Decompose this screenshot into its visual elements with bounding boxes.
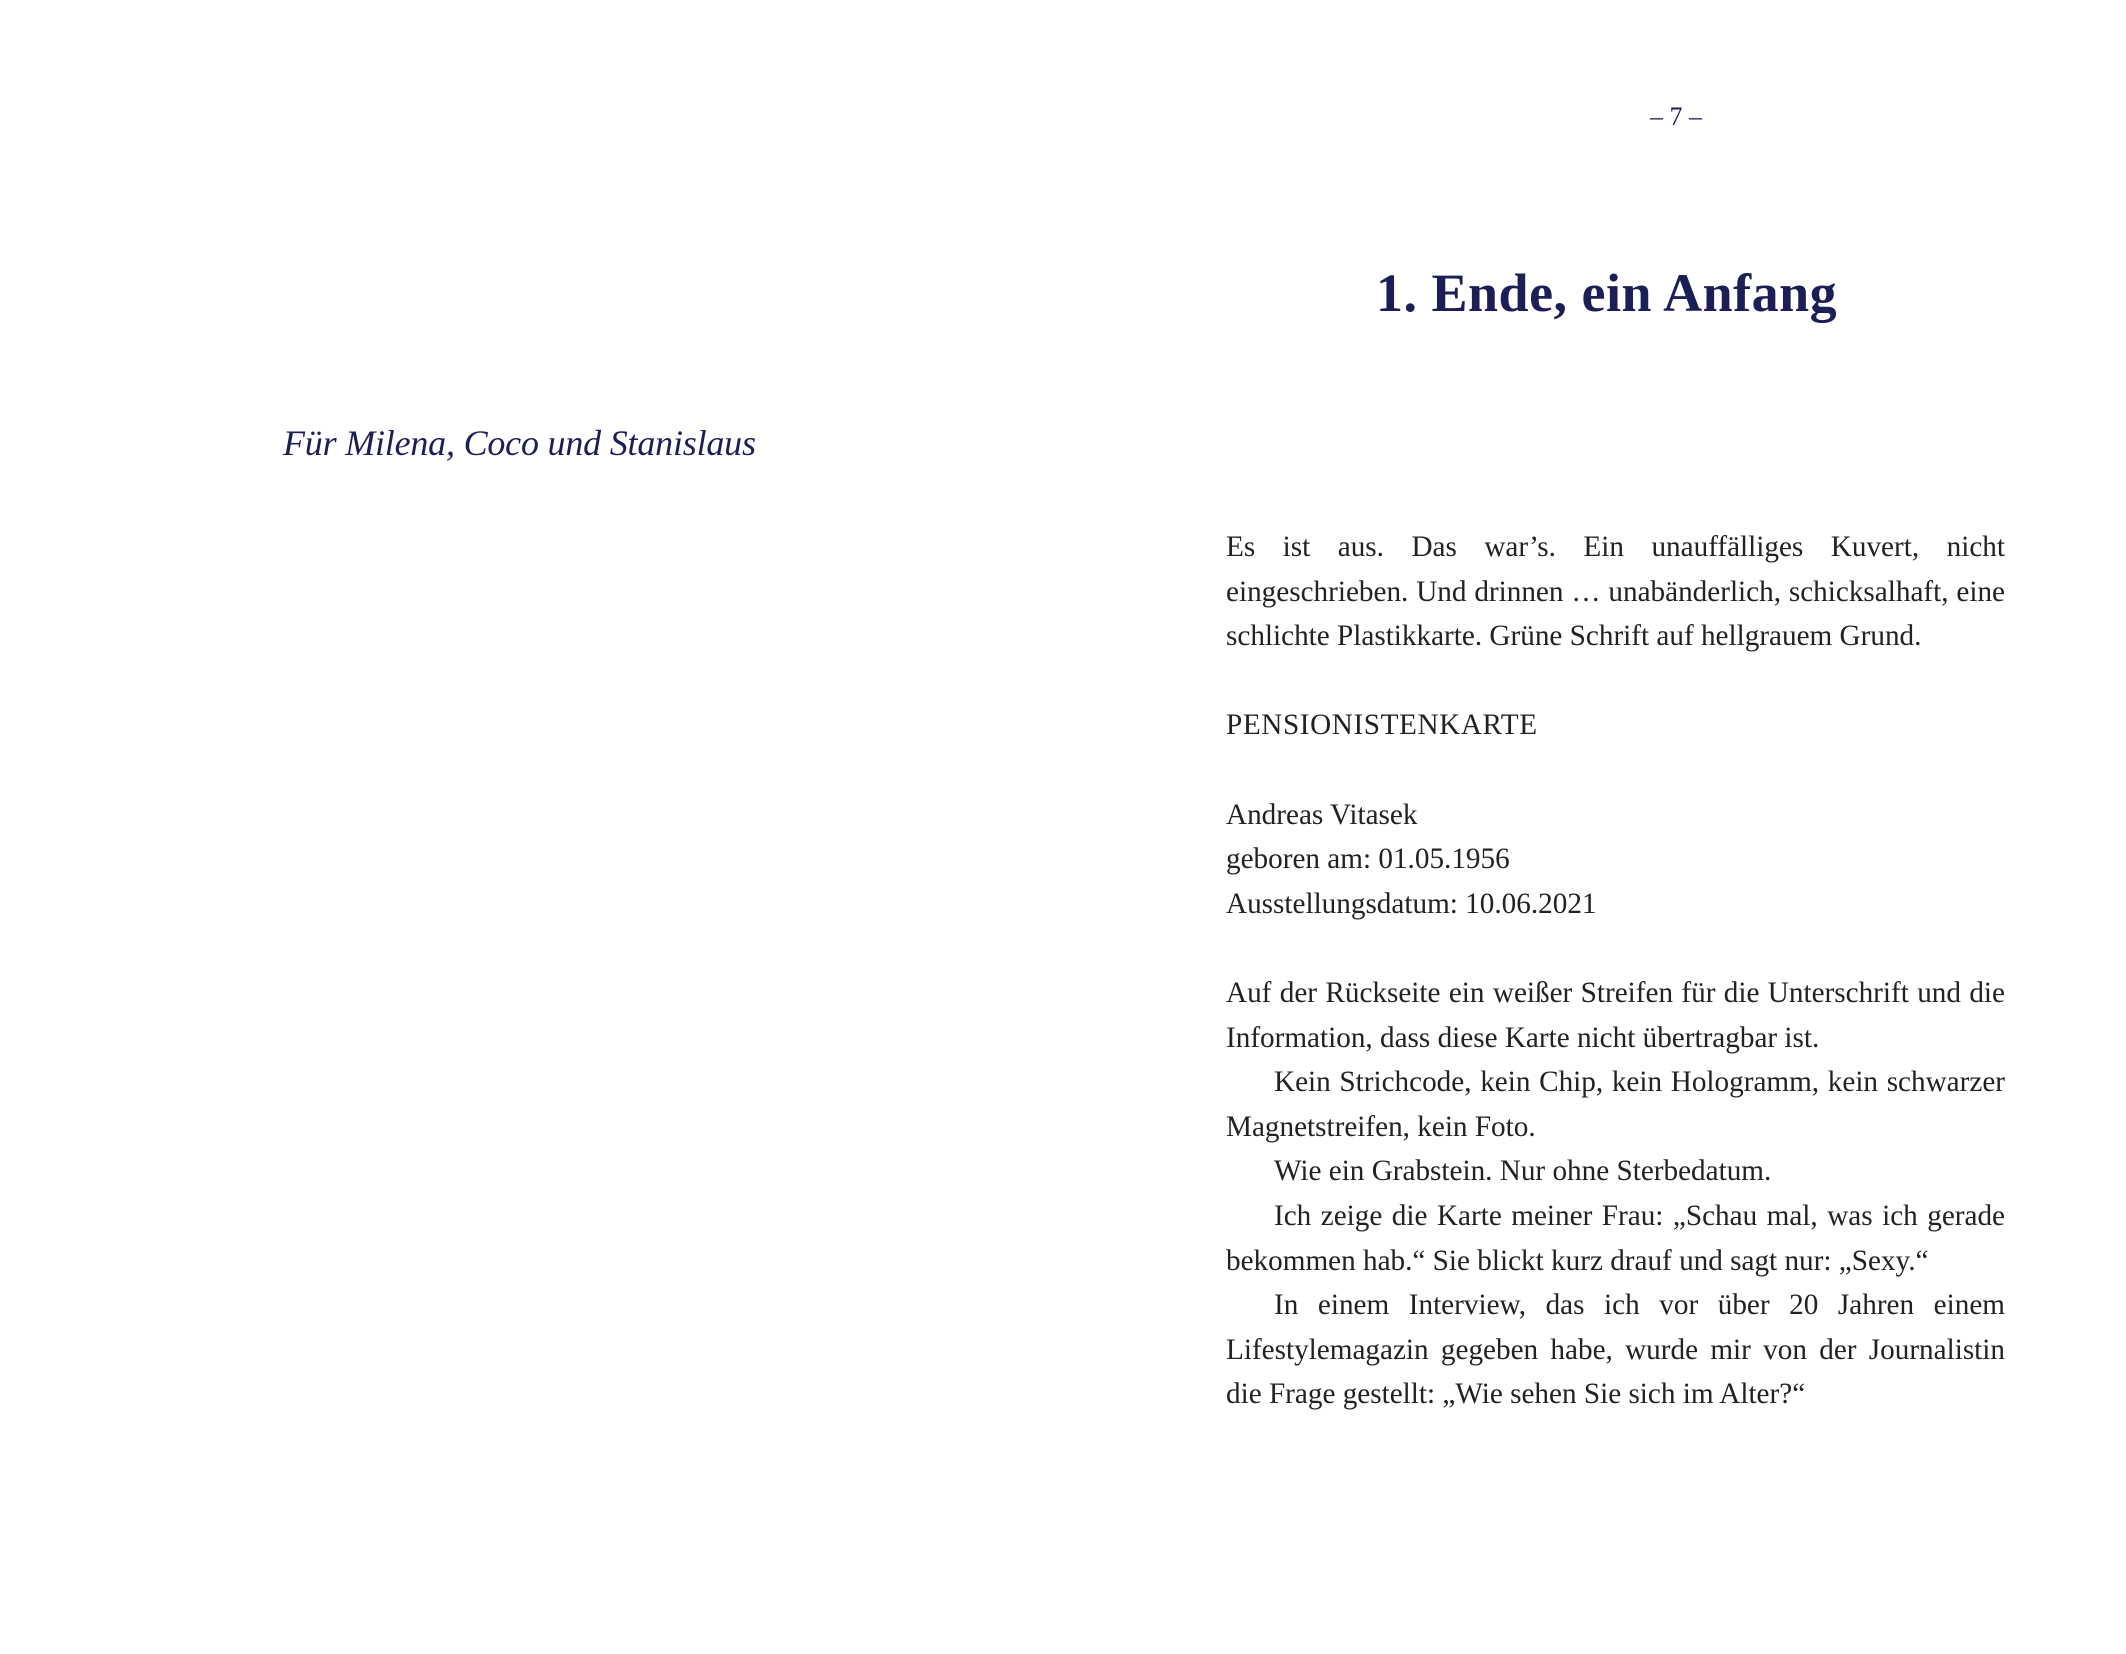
card-issue-date: Ausstellungsdatum: 10.06.2021 — [1226, 887, 1597, 920]
paragraph-gap — [1226, 926, 2005, 971]
chapter-title: 1. Ende, ein Anfang — [1376, 263, 1838, 323]
paragraph-gap — [1226, 748, 2005, 793]
paragraph-interview: In einem Interview, das ich vor über 20 Jahren einem Lifestylemagazin gegeben habe, wurde mir von der Journalistin die Frage gestellt: „Wie sehen Sie sich im Alter?“ — [1226, 1289, 2005, 1411]
card-name: Andreas Vitasek — [1226, 798, 1418, 831]
paragraph-intro: Es ist aus. Das war’s. Ein unauffälliges Kuvert, nicht eingeschrieben. Und drinnen … unabänderlich, schicksalhaft, eine schlichte Plastikkarte. Grüne Schrift auf hellgrauem Grund. — [1226, 531, 2005, 653]
paragraph-gap — [1226, 659, 2005, 704]
card-heading: PENSIONISTENKARTE — [1226, 709, 1538, 742]
paragraph-gravestone: Wie ein Grabstein. Nur ohne Sterbedatum. — [1274, 1155, 1772, 1188]
dedication: Für Milena, Coco und Stanislaus — [283, 423, 756, 463]
chapter-body — [1226, 525, 2005, 1417]
right-page — [1063, 0, 2126, 1654]
paragraph-no-barcode: Kein Strichcode, kein Chip, kein Hologramm, kein schwarzer Magnetstreifen, kein Foto. — [1226, 1066, 2005, 1143]
page-number: – 7 – — [1650, 102, 1702, 131]
paragraph-backside: Auf der Rückseite ein weißer Streifen für die Unterschrift und die Information, dass diese Karte nicht übertragbar ist. — [1226, 976, 2005, 1054]
card-birthdate: geboren am: 01.05.1956 — [1226, 843, 1510, 876]
paragraph-wife: Ich zeige die Karte meiner Frau: „Schau mal, was ich gerade bekommen hab.“ Sie blickt kurz drauf und sagt nur: „Sexy.“ — [1226, 1199, 2005, 1277]
